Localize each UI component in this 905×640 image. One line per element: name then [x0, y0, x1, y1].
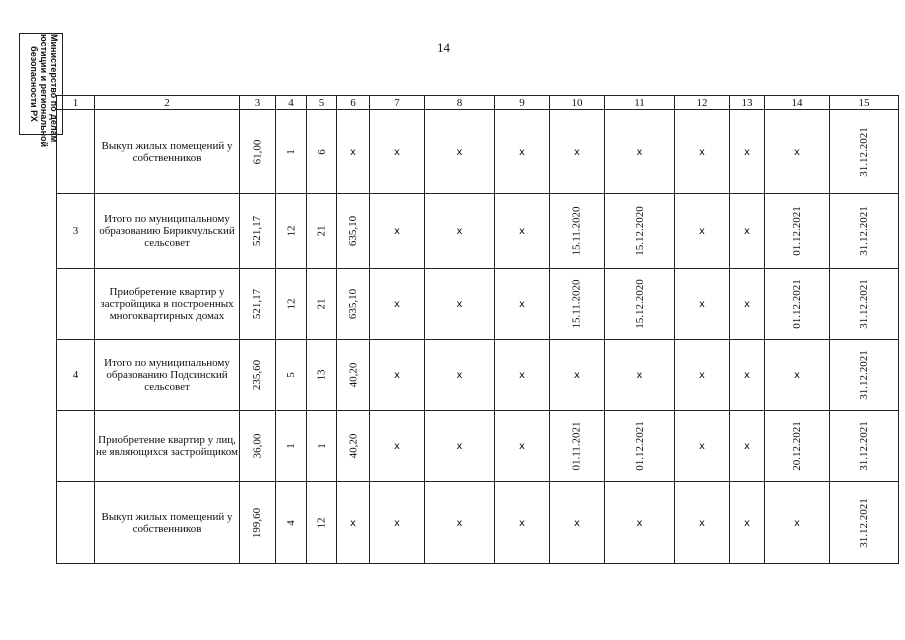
cell-c7	[370, 269, 425, 340]
cell-c7	[370, 194, 425, 269]
cell-c15	[830, 110, 899, 194]
cell-c11	[605, 482, 675, 564]
cell-value: 31.12.2021	[858, 350, 870, 400]
not-applicable-mark: x	[519, 370, 525, 381]
not-applicable-mark: x	[456, 370, 463, 381]
cell-value: 15.11.2020	[571, 206, 583, 256]
table-row	[57, 411, 899, 482]
column-header: 13	[730, 96, 765, 110]
not-applicable-mark: x	[699, 441, 705, 452]
cell-c5	[307, 269, 337, 340]
column-header: 9	[495, 96, 550, 110]
not-applicable-mark: x	[394, 370, 400, 381]
cell-value: 15.11.2020	[571, 279, 583, 329]
cell-value: 01.12.2021	[791, 279, 803, 329]
cell-c9	[495, 340, 550, 411]
table-row	[57, 340, 899, 411]
row-name: Итого по муниципальному образованию Подсинский сельсовет	[95, 340, 240, 411]
cell-c9	[495, 269, 550, 340]
cell-c13	[730, 411, 765, 482]
not-applicable-mark: x	[574, 146, 580, 158]
cell-c4	[276, 110, 307, 194]
cell-value: 61,00	[251, 139, 264, 164]
row-name: Итого по муниципальному образованию Бирикчульский сельсовет	[95, 194, 240, 269]
column-header: 14	[765, 96, 830, 110]
cell-value: 21	[315, 225, 328, 237]
cell-value: 31.12.2021	[858, 206, 870, 256]
cell-c4	[276, 411, 307, 482]
stamp-line: Министерство по делам	[49, 34, 59, 143]
cell-c6	[337, 269, 370, 340]
table-row	[57, 194, 899, 269]
cell-c5	[307, 194, 337, 269]
cell-value: 1	[285, 148, 297, 155]
cell-c4	[276, 194, 307, 269]
cell-value: 40,20	[347, 433, 359, 459]
cell-value: 13	[315, 369, 328, 381]
not-applicable-mark: x	[456, 517, 463, 529]
cell-c4	[276, 340, 307, 411]
cell-c11	[605, 269, 675, 340]
cell-c10	[550, 340, 605, 411]
cell-value: 199,60	[251, 507, 264, 538]
cell-c3	[240, 482, 276, 564]
cell-c12	[675, 110, 730, 194]
cell-c10	[550, 482, 605, 564]
column-header: 12	[675, 96, 730, 110]
cell-c6	[337, 340, 370, 411]
not-applicable-mark: x	[699, 370, 705, 381]
cell-c11	[605, 411, 675, 482]
column-header: 11	[605, 96, 675, 110]
cell-c6	[337, 482, 370, 564]
row-number: 4	[57, 340, 95, 411]
not-applicable-mark: x	[794, 517, 800, 529]
cell-c5	[307, 340, 337, 411]
row-number: 3	[57, 194, 95, 269]
cell-c14	[765, 110, 830, 194]
cell-value: 6	[315, 148, 328, 155]
cell-c3	[240, 411, 276, 482]
cell-c12	[675, 340, 730, 411]
cell-c5	[307, 482, 337, 564]
cell-c13	[730, 482, 765, 564]
stamp-line: безопасности РХ	[29, 46, 39, 122]
table-row	[57, 482, 899, 564]
not-applicable-mark: x	[394, 226, 400, 237]
cell-c8	[425, 110, 495, 194]
not-applicable-mark: x	[636, 517, 643, 529]
cell-c15	[830, 340, 899, 411]
cell-value: 31.12.2021	[858, 279, 870, 329]
column-header: 4	[276, 96, 307, 110]
not-applicable-mark: x	[456, 441, 463, 452]
not-applicable-mark: x	[636, 370, 643, 381]
not-applicable-mark: x	[394, 517, 400, 529]
cell-c8	[425, 340, 495, 411]
not-applicable-mark: x	[519, 441, 525, 452]
stamp-line: юстиции и региональной	[39, 34, 49, 148]
not-applicable-mark: x	[744, 146, 750, 158]
cell-c11	[605, 110, 675, 194]
not-applicable-mark: x	[699, 146, 705, 158]
not-applicable-mark: x	[794, 370, 800, 381]
cell-c14	[765, 194, 830, 269]
cell-c5	[307, 411, 337, 482]
cell-c8	[425, 482, 495, 564]
not-applicable-mark: x	[350, 517, 356, 529]
schedule-table	[56, 95, 899, 564]
cell-c4	[276, 269, 307, 340]
cell-c8	[425, 269, 495, 340]
header-row	[57, 96, 899, 110]
cell-value: 12	[285, 298, 297, 310]
cell-value: 01.12.2021	[791, 206, 803, 256]
row-name: Приобретение квартир у лиц, не являющихся застройщиком	[95, 411, 240, 482]
row-number	[57, 269, 95, 340]
cell-value: 15.12.2020	[633, 279, 646, 329]
cell-value: 40,20	[347, 362, 359, 388]
cell-value: 31.12.2021	[858, 126, 870, 177]
cell-c3	[240, 269, 276, 340]
column-header: 5	[307, 96, 337, 110]
cell-c8	[425, 411, 495, 482]
cell-value: 31.12.2021	[858, 421, 870, 471]
not-applicable-mark: x	[519, 146, 525, 158]
cell-c3	[240, 194, 276, 269]
cell-c7	[370, 411, 425, 482]
cell-c9	[495, 482, 550, 564]
not-applicable-mark: x	[456, 146, 463, 158]
cell-c14	[765, 482, 830, 564]
cell-c11	[605, 194, 675, 269]
table-row	[57, 110, 899, 194]
not-applicable-mark: x	[744, 226, 750, 237]
cell-c15	[830, 411, 899, 482]
cell-c3	[240, 340, 276, 411]
cell-c6	[337, 194, 370, 269]
column-header: 10	[550, 96, 605, 110]
cell-value: 1	[285, 443, 297, 449]
cell-c6	[337, 110, 370, 194]
cell-c14	[765, 411, 830, 482]
column-header: 7	[370, 96, 425, 110]
cell-c12	[675, 269, 730, 340]
cell-c10	[550, 411, 605, 482]
cell-c14	[765, 269, 830, 340]
cell-value: 01.11.2021	[571, 421, 583, 471]
page-number: 14	[437, 40, 450, 55]
not-applicable-mark: x	[744, 299, 750, 310]
not-applicable-mark: x	[699, 299, 705, 310]
cell-value: 5	[285, 372, 297, 378]
table-row	[57, 269, 899, 340]
cell-value: 521,17	[251, 215, 264, 247]
cell-c10	[550, 194, 605, 269]
cell-c6	[337, 411, 370, 482]
not-applicable-mark: x	[519, 299, 525, 310]
cell-c13	[730, 110, 765, 194]
cell-c9	[495, 110, 550, 194]
row-name: Приобретение квартир у застройщика в построенных многоквартирных домах	[95, 269, 240, 340]
not-applicable-mark: x	[350, 146, 356, 158]
column-header: 3	[240, 96, 276, 110]
cell-c15	[830, 482, 899, 564]
row-name: Выкуп жилых помещений у собственников	[95, 110, 240, 194]
cell-c13	[730, 340, 765, 411]
cell-c14	[765, 340, 830, 411]
row-name: Выкуп жилых помещений у собственников	[95, 482, 240, 564]
cell-value: 36,00	[251, 433, 264, 459]
cell-c4	[276, 482, 307, 564]
cell-c12	[675, 482, 730, 564]
not-applicable-mark: x	[394, 146, 400, 158]
cell-value: 1	[315, 443, 328, 449]
cell-c8	[425, 194, 495, 269]
not-applicable-mark: x	[519, 517, 525, 529]
cell-value: 01.12.2021	[633, 421, 646, 471]
not-applicable-mark: x	[744, 370, 750, 381]
cell-value: 635,10	[347, 215, 359, 247]
not-applicable-mark: x	[394, 441, 400, 452]
not-applicable-mark: x	[519, 226, 525, 237]
cell-c5	[307, 110, 337, 194]
cell-value: 635,10	[347, 288, 359, 320]
cell-value: 4	[285, 519, 297, 526]
cell-c12	[675, 194, 730, 269]
cell-value: 235,60	[251, 359, 264, 391]
cell-value: 15.12.2020	[633, 206, 646, 256]
column-header: 2	[95, 96, 240, 110]
cell-c15	[830, 194, 899, 269]
not-applicable-mark: x	[794, 146, 800, 158]
cell-c13	[730, 194, 765, 269]
not-applicable-mark: x	[699, 517, 705, 529]
row-number	[57, 482, 95, 564]
not-applicable-mark: x	[744, 441, 750, 452]
cell-value: 521,17	[251, 288, 264, 320]
cell-c9	[495, 411, 550, 482]
cell-c7	[370, 482, 425, 564]
cell-value: 31.12.2021	[858, 497, 870, 548]
not-applicable-mark: x	[456, 299, 463, 310]
row-number	[57, 411, 95, 482]
cell-c7	[370, 340, 425, 411]
column-header: 1	[57, 96, 95, 110]
cell-c15	[830, 269, 899, 340]
cell-c9	[495, 194, 550, 269]
cell-c10	[550, 269, 605, 340]
column-header: 6	[337, 96, 370, 110]
cell-value: 20.12.2021	[791, 421, 803, 471]
column-header: 8	[425, 96, 495, 110]
not-applicable-mark: x	[744, 517, 750, 529]
not-applicable-mark: x	[574, 517, 580, 529]
cell-value: 21	[315, 298, 328, 310]
cell-c10	[550, 110, 605, 194]
not-applicable-mark: x	[699, 226, 705, 237]
not-applicable-mark: x	[456, 226, 463, 237]
not-applicable-mark: x	[574, 370, 580, 381]
cell-value: 12	[285, 225, 297, 237]
row-number	[57, 110, 95, 194]
cell-c11	[605, 340, 675, 411]
cell-c7	[370, 110, 425, 194]
cell-c3	[240, 110, 276, 194]
cell-c12	[675, 411, 730, 482]
cell-c13	[730, 269, 765, 340]
cell-value: 12	[315, 517, 328, 528]
not-applicable-mark: x	[394, 299, 400, 310]
not-applicable-mark: x	[636, 146, 643, 158]
column-header: 15	[830, 96, 899, 110]
